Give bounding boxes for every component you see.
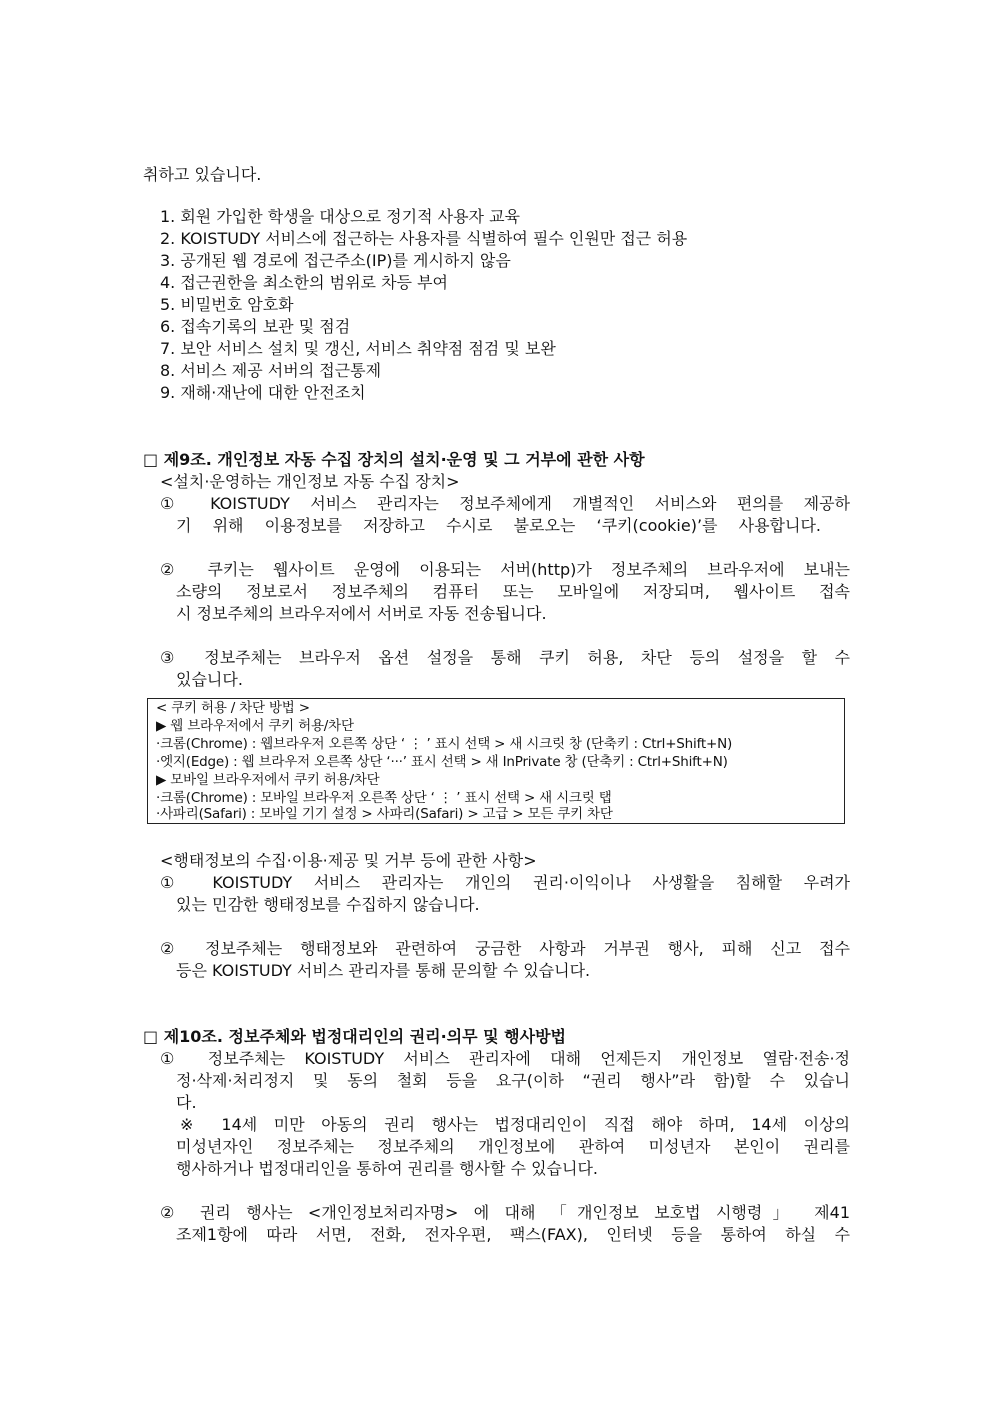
box-line: ·크롬(Chrome) : 모바일 브라우저 오른쪽 상단 ‘ ⋮ ’ 표시 선택 > 새 시크릿 탭 (156, 790, 612, 806)
behavior-paragraph-1: ① KOISTUDY 서비스 관리자는 개인의 권리·이익이나 사생활을 침해할 우려가 (160, 873, 850, 892)
behavior-paragraph-2-cont: 등은 KOISTUDY 서비스 관리자를 통해 문의할 수 있습니다. (176, 961, 591, 980)
article9-paragraph-3: ③ 정보주체는 브라우저 옵션 설정을 통해 쿠키 허용, 차단 등의 설정을 할 수 (160, 648, 850, 667)
list-item: 8. 서비스 제공 서버의 접근통제 (160, 361, 382, 380)
list-item: 1. 회원 가입한 학생을 대상으로 정기적 사용자 교육 (160, 207, 520, 226)
article9-paragraph-2-cont: 시 정보주체의 브라우저에서 서버로 자동 전송됩니다. (176, 604, 547, 623)
list-item: 7. 보안 서비스 설치 및 갱신, 서비스 취약점 점검 및 보완 (160, 339, 556, 358)
box-title: < 쿠키 허용 / 차단 방법 > (156, 700, 310, 716)
box-line: ·엣지(Edge) : 웹 브라우저 오른쪽 상단 ‘···’ 표시 선택 > 새 InPrivate 창 (단축키 : Ctrl+Shift+N) (156, 754, 728, 770)
intro-continuation: 취하고 있습니다. (143, 165, 262, 184)
article10-note-cont: 미성년자인 정보주체는 정보주체의 개인정보에 관하여 미성년자 본인이 권리를 (176, 1137, 850, 1156)
list-item: 2. KOISTUDY 서비스에 접근하는 사용자를 식별하여 필수 인원만 접근 허용 (160, 229, 688, 248)
article10-note-cont: 행사하거나 법정대리인을 통하여 권리를 행사할 수 있습니다. (176, 1159, 599, 1178)
article10-paragraph-2-cont: 조제1항에 따라 서면, 전화, 전자우편, 팩스(FAX), 인터넷 등을 통하여 하실 수 (176, 1225, 850, 1244)
article9-title: 개인정보 자동 수집 장치의 설치·운영 및 그 거부에 관한 사항 (217, 450, 645, 469)
article9-paragraph-2: ② 쿠키는 웹사이트 운영에 이용되는 서버(http)가 정보주체의 브라우저에 보내는 (160, 560, 850, 579)
behavior-paragraph-1-cont: 있는 민감한 행태정보를 수집하지 않습니다. (176, 895, 480, 914)
box-line: ·크롬(Chrome) : 웹브라우저 오른쪽 상단 ‘ ⋮ ’ 표시 선택 > 새 시크릿 창 (단축키 : Ctrl+Shift+N) (156, 736, 733, 752)
cookie-settings-box (147, 698, 845, 824)
list-item: 6. 접속기록의 보관 및 점검 (160, 317, 351, 336)
list-item: 5. 비밀번호 암호화 (160, 295, 294, 314)
article9-paragraph-1-cont: 기 위해 이용정보를 저장하고 수시로 불로오는 ‘쿠키(cookie)’를 사용합니다. (176, 516, 821, 535)
behavior-info-heading: <행태정보의 수집·이용·제공 및 거부 등에 관한 사항> (160, 851, 537, 870)
article10-paragraph-1-cont: 다. (176, 1093, 197, 1112)
list-item: 3. 공개된 웹 경로에 접근주소(IP)를 게시하지 않음 (160, 251, 511, 270)
article10-paragraph-1: ① 정보주체는 KOISTUDY 서비스 관리자에 대해 언제든지 개인정보 열람·전송·정 (160, 1049, 850, 1068)
article9-paragraph-3-cont: 있습니다. (176, 670, 243, 689)
box-line: ·사파리(Safari) : 모바일 기기 설정 > 사파리(Safari) > 고급 > 모든 쿠키 차단 (156, 806, 613, 822)
box-line: ▶ 웹 브라우저에서 쿠키 허용/차단 (156, 718, 354, 734)
article10-paragraph-1-cont: 정·삭제·처리정지 및 동의 철회 등을 요구(이하 “권리 행사”라 함)할 수 있습니 (176, 1071, 850, 1090)
article9-subheading: <설치·운영하는 개인정보 자동 수집 장치> (160, 472, 460, 491)
article10-note: ※ 14세 미만 아동의 권리 행사는 법정대리인이 직접 해야 하며, 14세 이상의 (180, 1115, 850, 1134)
article10-number: □ 제10조. (143, 1027, 223, 1046)
list-item: 9. 재해·재난에 대한 안전조치 (160, 383, 366, 402)
article9-number: □ 제9조. (143, 450, 212, 469)
list-item: 4. 접근권한을 최소한의 범위로 차등 부여 (160, 273, 448, 292)
article9-heading (143, 449, 645, 471)
article9-paragraph-2-cont: 소량의 정보로서 정보주체의 컴퓨터 또는 모바일에 저장되며, 웹사이트 접속 (176, 582, 850, 601)
article10-title: 정보주체와 법정대리인의 권리·의무 및 행사방법 (228, 1027, 567, 1046)
article10-paragraph-2: ② 권리 행사는 <개인정보처리자명> 에 대해 「개인정보 보호법 시행령」 제41 (160, 1203, 850, 1222)
box-line: ▶ 모바일 브라우저에서 쿠키 허용/차단 (156, 772, 380, 788)
article10-heading (143, 1026, 566, 1048)
article9-paragraph-1: ① KOISTUDY 서비스 관리자는 정보주체에게 개별적인 서비스와 편의를 제공하 (160, 494, 850, 513)
behavior-paragraph-2: ② 정보주체는 행태정보와 관련하여 궁금한 사항과 거부권 행사, 피해 신고 접수 (160, 939, 850, 958)
